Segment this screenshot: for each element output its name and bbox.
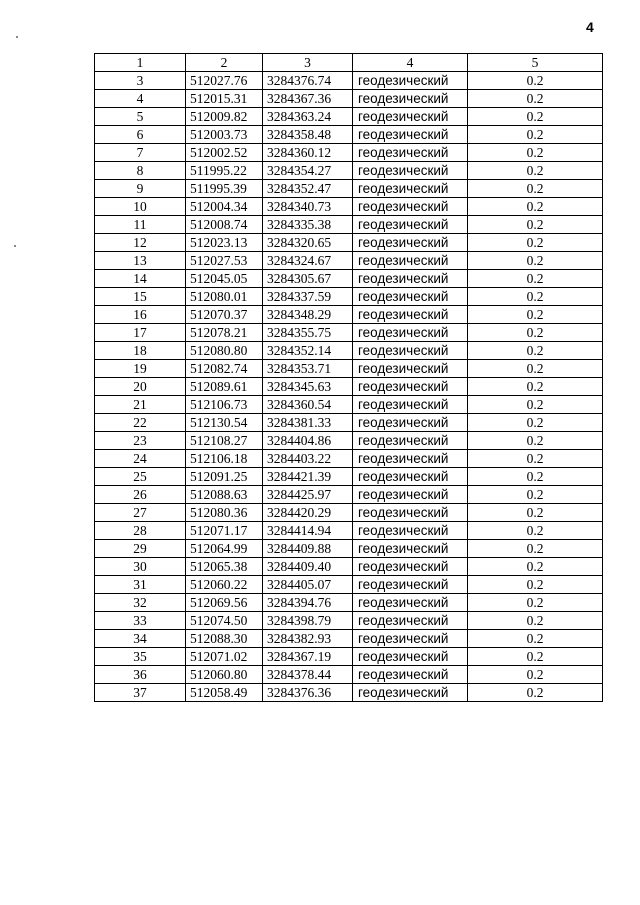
method-cell: геодезический	[353, 540, 468, 558]
table-row	[95, 324, 603, 342]
accuracy-cell: 0.2	[468, 648, 603, 666]
y-coordinate-cell: 3284367.36	[263, 90, 353, 108]
x-coordinate-cell: 512108.27	[186, 432, 263, 450]
table-row	[95, 342, 603, 360]
method-cell: геодезический	[353, 630, 468, 648]
accuracy-cell: 0.2	[468, 594, 603, 612]
method-cell: геодезический	[353, 648, 468, 666]
accuracy-cell: 0.2	[468, 324, 603, 342]
accuracy-cell: 0.2	[468, 558, 603, 576]
y-coordinate-cell: 3284376.36	[263, 684, 353, 702]
table-row	[95, 486, 603, 504]
x-coordinate-cell: 511995.22	[186, 162, 263, 180]
accuracy-cell: 0.2	[468, 612, 603, 630]
method-cell: геодезический	[353, 414, 468, 432]
table-row	[95, 126, 603, 144]
method-cell: геодезический	[353, 216, 468, 234]
x-coordinate-cell: 512080.36	[186, 504, 263, 522]
method-cell: геодезический	[353, 108, 468, 126]
coordinates-table	[94, 53, 603, 702]
table-row	[95, 558, 603, 576]
x-coordinate-cell: 512071.17	[186, 522, 263, 540]
table-row	[95, 468, 603, 486]
accuracy-cell: 0.2	[468, 72, 603, 90]
accuracy-cell: 0.2	[468, 198, 603, 216]
point-number-cell: 36	[95, 666, 186, 684]
point-number-cell: 13	[95, 252, 186, 270]
y-coordinate-cell: 3284352.47	[263, 180, 353, 198]
x-coordinate-cell: 512080.01	[186, 288, 263, 306]
point-number-cell: 31	[95, 576, 186, 594]
y-coordinate-cell: 3284348.29	[263, 306, 353, 324]
y-coordinate-cell: 3284354.27	[263, 162, 353, 180]
x-coordinate-cell: 512004.34	[186, 198, 263, 216]
table-row	[95, 666, 603, 684]
table-body	[95, 72, 603, 702]
x-coordinate-cell: 512045.05	[186, 270, 263, 288]
accuracy-cell: 0.2	[468, 126, 603, 144]
method-cell: геодезический	[353, 396, 468, 414]
method-cell: геодезический	[353, 324, 468, 342]
table-row	[95, 450, 603, 468]
table-row	[95, 162, 603, 180]
accuracy-cell: 0.2	[468, 396, 603, 414]
column-header-2: 2	[186, 54, 263, 72]
method-cell: геодезический	[353, 90, 468, 108]
y-coordinate-cell: 3284363.24	[263, 108, 353, 126]
x-coordinate-cell: 512078.21	[186, 324, 263, 342]
x-coordinate-cell: 512027.76	[186, 72, 263, 90]
y-coordinate-cell: 3284305.67	[263, 270, 353, 288]
scan-speck	[14, 245, 16, 247]
column-header-1: 1	[95, 54, 186, 72]
x-coordinate-cell: 512015.31	[186, 90, 263, 108]
point-number-cell: 25	[95, 468, 186, 486]
method-cell: геодезический	[353, 504, 468, 522]
y-coordinate-cell: 3284340.73	[263, 198, 353, 216]
column-header-4: 4	[353, 54, 468, 72]
y-coordinate-cell: 3284360.12	[263, 144, 353, 162]
point-number-cell: 24	[95, 450, 186, 468]
accuracy-cell: 0.2	[468, 504, 603, 522]
y-coordinate-cell: 3284398.79	[263, 612, 353, 630]
y-coordinate-cell: 3284337.59	[263, 288, 353, 306]
table-row	[95, 270, 603, 288]
point-number-cell: 4	[95, 90, 186, 108]
accuracy-cell: 0.2	[468, 414, 603, 432]
method-cell: геодезический	[353, 180, 468, 198]
y-coordinate-cell: 3284382.93	[263, 630, 353, 648]
table-row	[95, 234, 603, 252]
point-number-cell: 35	[95, 648, 186, 666]
y-coordinate-cell: 3284320.65	[263, 234, 353, 252]
point-number-cell: 14	[95, 270, 186, 288]
table-row	[95, 144, 603, 162]
accuracy-cell: 0.2	[468, 630, 603, 648]
y-coordinate-cell: 3284409.88	[263, 540, 353, 558]
scan-speck	[16, 36, 18, 38]
point-number-cell: 8	[95, 162, 186, 180]
method-cell: геодезический	[353, 378, 468, 396]
point-number-cell: 18	[95, 342, 186, 360]
y-coordinate-cell: 3284378.44	[263, 666, 353, 684]
table-row	[95, 306, 603, 324]
y-coordinate-cell: 3284409.40	[263, 558, 353, 576]
accuracy-cell: 0.2	[468, 666, 603, 684]
method-cell: геодезический	[353, 684, 468, 702]
column-header-5: 5	[468, 54, 603, 72]
table-row	[95, 72, 603, 90]
y-coordinate-cell: 3284420.29	[263, 504, 353, 522]
x-coordinate-cell: 512058.49	[186, 684, 263, 702]
point-number-cell: 30	[95, 558, 186, 576]
y-coordinate-cell: 3284421.39	[263, 468, 353, 486]
x-coordinate-cell: 512060.80	[186, 666, 263, 684]
table-row	[95, 594, 603, 612]
x-coordinate-cell: 512027.53	[186, 252, 263, 270]
method-cell: геодезический	[353, 360, 468, 378]
point-number-cell: 21	[95, 396, 186, 414]
method-cell: геодезический	[353, 558, 468, 576]
method-cell: геодезический	[353, 270, 468, 288]
x-coordinate-cell: 512082.74	[186, 360, 263, 378]
x-coordinate-cell: 512002.52	[186, 144, 263, 162]
method-cell: геодезический	[353, 432, 468, 450]
method-cell: геодезический	[353, 522, 468, 540]
table-row	[95, 396, 603, 414]
method-cell: геодезический	[353, 162, 468, 180]
accuracy-cell: 0.2	[468, 144, 603, 162]
y-coordinate-cell: 3284360.54	[263, 396, 353, 414]
method-cell: геодезический	[353, 252, 468, 270]
accuracy-cell: 0.2	[468, 684, 603, 702]
point-number-cell: 12	[95, 234, 186, 252]
y-coordinate-cell: 3284335.38	[263, 216, 353, 234]
x-coordinate-cell: 512088.30	[186, 630, 263, 648]
accuracy-cell: 0.2	[468, 576, 603, 594]
point-number-cell: 37	[95, 684, 186, 702]
table-row	[95, 288, 603, 306]
point-number-cell: 27	[95, 504, 186, 522]
x-coordinate-cell: 512069.56	[186, 594, 263, 612]
x-coordinate-cell: 512064.99	[186, 540, 263, 558]
point-number-cell: 32	[95, 594, 186, 612]
point-number-cell: 23	[95, 432, 186, 450]
accuracy-cell: 0.2	[468, 432, 603, 450]
table-row	[95, 90, 603, 108]
table-row	[95, 648, 603, 666]
accuracy-cell: 0.2	[468, 378, 603, 396]
accuracy-cell: 0.2	[468, 486, 603, 504]
method-cell: геодезический	[353, 234, 468, 252]
accuracy-cell: 0.2	[468, 162, 603, 180]
accuracy-cell: 0.2	[468, 270, 603, 288]
x-coordinate-cell: 512023.13	[186, 234, 263, 252]
y-coordinate-cell: 3284324.67	[263, 252, 353, 270]
y-coordinate-cell: 3284404.86	[263, 432, 353, 450]
x-coordinate-cell: 512071.02	[186, 648, 263, 666]
accuracy-cell: 0.2	[468, 540, 603, 558]
y-coordinate-cell: 3284353.71	[263, 360, 353, 378]
table-header-row	[95, 54, 603, 72]
point-number-cell: 3	[95, 72, 186, 90]
y-coordinate-cell: 3284414.94	[263, 522, 353, 540]
y-coordinate-cell: 3284352.14	[263, 342, 353, 360]
x-coordinate-cell: 512065.38	[186, 558, 263, 576]
x-coordinate-cell: 512091.25	[186, 468, 263, 486]
method-cell: геодезический	[353, 666, 468, 684]
point-number-cell: 28	[95, 522, 186, 540]
point-number-cell: 17	[95, 324, 186, 342]
x-coordinate-cell: 512106.18	[186, 450, 263, 468]
point-number-cell: 10	[95, 198, 186, 216]
method-cell: геодезический	[353, 468, 468, 486]
method-cell: геодезический	[353, 486, 468, 504]
point-number-cell: 33	[95, 612, 186, 630]
accuracy-cell: 0.2	[468, 90, 603, 108]
table-row	[95, 360, 603, 378]
accuracy-cell: 0.2	[468, 468, 603, 486]
method-cell: геодезический	[353, 576, 468, 594]
table-row	[95, 414, 603, 432]
point-number-cell: 22	[95, 414, 186, 432]
x-coordinate-cell: 512130.54	[186, 414, 263, 432]
table-row	[95, 684, 603, 702]
y-coordinate-cell: 3284405.07	[263, 576, 353, 594]
accuracy-cell: 0.2	[468, 288, 603, 306]
table-row	[95, 630, 603, 648]
point-number-cell: 34	[95, 630, 186, 648]
accuracy-cell: 0.2	[468, 216, 603, 234]
point-number-cell: 19	[95, 360, 186, 378]
method-cell: геодезический	[353, 306, 468, 324]
accuracy-cell: 0.2	[468, 306, 603, 324]
method-cell: геодезический	[353, 612, 468, 630]
x-coordinate-cell: 512080.80	[186, 342, 263, 360]
table-row	[95, 216, 603, 234]
y-coordinate-cell: 3284376.74	[263, 72, 353, 90]
accuracy-cell: 0.2	[468, 180, 603, 198]
y-coordinate-cell: 3284355.75	[263, 324, 353, 342]
accuracy-cell: 0.2	[468, 234, 603, 252]
x-coordinate-cell: 512003.73	[186, 126, 263, 144]
y-coordinate-cell: 3284367.19	[263, 648, 353, 666]
point-number-cell: 5	[95, 108, 186, 126]
method-cell: геодезический	[353, 594, 468, 612]
method-cell: геодезический	[353, 288, 468, 306]
accuracy-cell: 0.2	[468, 522, 603, 540]
x-coordinate-cell: 512008.74	[186, 216, 263, 234]
point-number-cell: 20	[95, 378, 186, 396]
table-row	[95, 252, 603, 270]
point-number-cell: 11	[95, 216, 186, 234]
x-coordinate-cell: 512074.50	[186, 612, 263, 630]
point-number-cell: 29	[95, 540, 186, 558]
accuracy-cell: 0.2	[468, 360, 603, 378]
table-row	[95, 504, 603, 522]
method-cell: геодезический	[353, 144, 468, 162]
accuracy-cell: 0.2	[468, 108, 603, 126]
table-row	[95, 180, 603, 198]
column-header-3: 3	[263, 54, 353, 72]
y-coordinate-cell: 3284403.22	[263, 450, 353, 468]
table-row	[95, 432, 603, 450]
y-coordinate-cell: 3284381.33	[263, 414, 353, 432]
method-cell: геодезический	[353, 342, 468, 360]
table-row	[95, 612, 603, 630]
point-number-cell: 15	[95, 288, 186, 306]
y-coordinate-cell: 3284358.48	[263, 126, 353, 144]
point-number-cell: 6	[95, 126, 186, 144]
x-coordinate-cell: 512089.61	[186, 378, 263, 396]
accuracy-cell: 0.2	[468, 342, 603, 360]
page-number: 4	[586, 19, 594, 35]
y-coordinate-cell: 3284425.97	[263, 486, 353, 504]
point-number-cell: 9	[95, 180, 186, 198]
point-number-cell: 26	[95, 486, 186, 504]
x-coordinate-cell: 512070.37	[186, 306, 263, 324]
table-row	[95, 576, 603, 594]
accuracy-cell: 0.2	[468, 450, 603, 468]
x-coordinate-cell: 512060.22	[186, 576, 263, 594]
method-cell: геодезический	[353, 126, 468, 144]
method-cell: геодезический	[353, 450, 468, 468]
point-number-cell: 7	[95, 144, 186, 162]
table-row	[95, 378, 603, 396]
x-coordinate-cell: 512088.63	[186, 486, 263, 504]
y-coordinate-cell: 3284345.63	[263, 378, 353, 396]
table-row	[95, 522, 603, 540]
table-row	[95, 540, 603, 558]
x-coordinate-cell: 512009.82	[186, 108, 263, 126]
accuracy-cell: 0.2	[468, 252, 603, 270]
x-coordinate-cell: 512106.73	[186, 396, 263, 414]
method-cell: геодезический	[353, 72, 468, 90]
y-coordinate-cell: 3284394.76	[263, 594, 353, 612]
table-row	[95, 198, 603, 216]
table-row	[95, 108, 603, 126]
x-coordinate-cell: 511995.39	[186, 180, 263, 198]
method-cell: геодезический	[353, 198, 468, 216]
point-number-cell: 16	[95, 306, 186, 324]
